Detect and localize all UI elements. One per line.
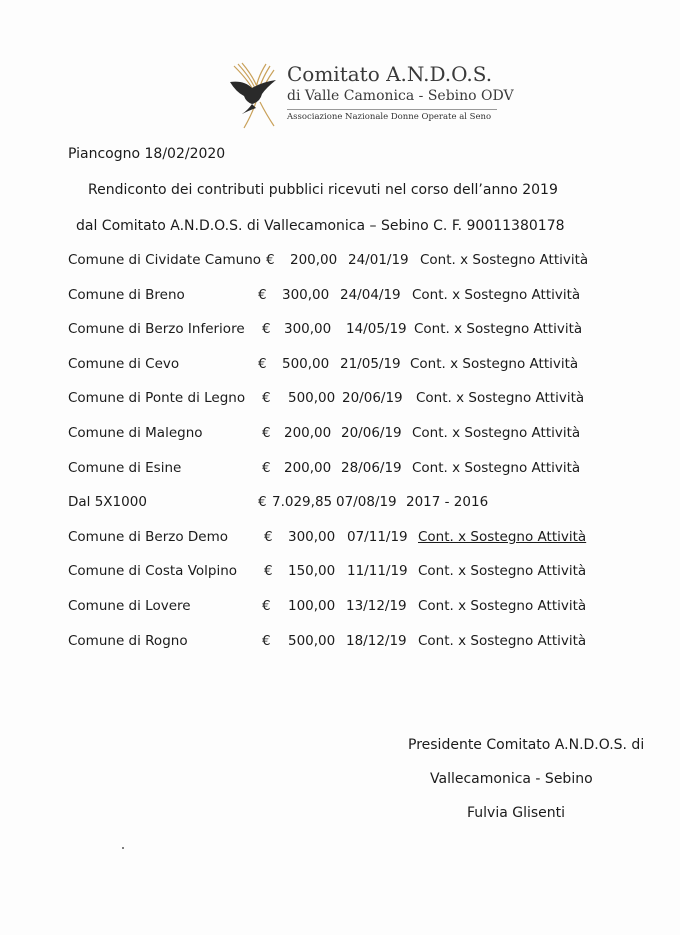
document-date: Piancogno 18/02/2020 <box>68 146 226 162</box>
contribution-description: Cont. x Sostegno Attività <box>418 528 587 545</box>
contribution-date: 11/11/19 <box>347 563 408 580</box>
contribution-date: 20/06/19 <box>341 424 402 441</box>
contribution-row <box>0 494 680 529</box>
contribution-description: Cont. x Sostegno Attività <box>420 252 589 268</box>
contribution-amount: 300,00 <box>284 321 332 338</box>
contribution-currency: € <box>262 424 271 441</box>
contributions-list <box>0 252 680 667</box>
contribution-description: Cont. x Sostegno Attività <box>418 597 587 614</box>
contribution-description: Cont. x Sostegno Attività <box>418 563 587 580</box>
contribution-description: Cont. x Sostegno Attività <box>412 286 581 303</box>
contribution-amount: 500,00 <box>288 632 336 649</box>
contribution-row <box>0 321 680 356</box>
contribution-name: Comune di Rogno <box>68 632 188 649</box>
signature-organization: Vallecamonica - Sebino <box>430 771 593 787</box>
contribution-currency: € <box>262 459 271 476</box>
document-heading-line1: Rendiconto dei contributi pubblici ricevuti nel corso dell’anno 2019 <box>88 182 558 198</box>
contribution-currency: € <box>262 390 271 407</box>
contribution-description: Cont. x Sostegno Attività <box>410 355 579 372</box>
contribution-amount: 200,00 <box>290 252 338 268</box>
contribution-amount: 150,00 <box>288 563 336 580</box>
contribution-currency: € <box>258 286 267 303</box>
contribution-date: 20/06/19 <box>342 390 403 407</box>
contribution-name: Comune di Costa Volpino <box>68 563 238 580</box>
contribution-currency: € <box>258 494 267 511</box>
scan-speck <box>122 847 124 849</box>
contribution-row <box>0 563 680 598</box>
contribution-row <box>0 633 680 668</box>
contribution-row <box>0 529 680 564</box>
contribution-name: Comune di Ponte di Legno <box>68 390 246 407</box>
contribution-amount: 300,00 <box>288 528 336 545</box>
contribution-name: Comune di Esine <box>68 459 182 476</box>
contribution-date: 24/01/19 <box>348 252 409 268</box>
contribution-description: Cont. x Sostegno Attività <box>412 459 581 476</box>
org-association: Associazione Nazionale Donne Operate al Seno <box>287 112 492 122</box>
contribution-description: 2017 - 2016 <box>406 494 489 511</box>
contribution-name: Comune di Berzo Demo <box>68 528 229 545</box>
contribution-description: Cont. x Sostegno Attività <box>416 390 585 407</box>
contribution-currency: € <box>266 252 275 268</box>
contribution-row <box>0 287 680 322</box>
contribution-date: 28/06/19 <box>341 459 402 476</box>
letterhead-divider <box>287 109 497 110</box>
signature-title: Presidente Comitato A.N.D.O.S. di <box>408 737 645 753</box>
contribution-row <box>0 425 680 460</box>
contribution-amount: 500,00 <box>282 355 330 372</box>
org-subtitle: di Valle Camonica - Sebino ODV <box>287 88 514 104</box>
contribution-row <box>0 252 680 287</box>
contribution-name: Comune di Cividate Camuno <box>68 252 262 268</box>
contribution-name: Comune di Cevo <box>68 355 180 372</box>
contribution-amount: 500,00 <box>288 390 336 407</box>
contribution-amount: 200,00 <box>284 459 332 476</box>
contribution-currency: € <box>258 355 267 372</box>
contribution-currency: € <box>262 597 271 614</box>
contribution-date: 07/11/19 <box>347 528 408 545</box>
signature-name: Fulvia Glisenti <box>467 805 566 821</box>
contribution-amount: 200,00 <box>284 424 332 441</box>
contribution-description: Cont. x Sostegno Attività <box>412 424 581 441</box>
contribution-amount: 300,00 <box>282 286 330 303</box>
contribution-date: 14/05/19 <box>346 321 407 338</box>
contribution-name: Comune di Berzo Inferiore <box>68 321 245 338</box>
org-name: Comitato A.N.D.O.S. <box>287 62 493 86</box>
contribution-name: Comune di Malegno <box>68 424 203 441</box>
contribution-date: 18/12/19 <box>346 632 407 649</box>
contribution-row <box>0 460 680 495</box>
contribution-description: Cont. x Sostegno Attività <box>418 632 587 649</box>
contribution-name: Comune di Lovere <box>68 597 191 614</box>
contribution-date: 24/04/19 <box>340 286 401 303</box>
contribution-row <box>0 356 680 391</box>
swallow-logo-icon <box>226 58 282 130</box>
contribution-date: 07/08/19 <box>336 494 397 511</box>
contribution-name: Comune di Breno <box>68 286 185 303</box>
document-heading-line2: dal Comitato A.N.D.O.S. di Vallecamonica – Sebino C. F. 90011380178 <box>76 218 565 234</box>
contribution-name: Dal 5X1000 <box>68 494 147 511</box>
contribution-row <box>0 390 680 425</box>
contribution-currency: € <box>264 563 273 580</box>
contribution-amount: 7.029,85 <box>272 494 333 511</box>
contribution-currency: € <box>262 632 271 649</box>
contribution-date: 13/12/19 <box>346 597 407 614</box>
contribution-currency: € <box>262 321 271 338</box>
contribution-currency: € <box>264 528 273 545</box>
contribution-amount: 100,00 <box>288 597 336 614</box>
contribution-row <box>0 598 680 633</box>
contribution-date: 21/05/19 <box>340 355 401 372</box>
contribution-description: Cont. x Sostegno Attività <box>414 321 583 338</box>
